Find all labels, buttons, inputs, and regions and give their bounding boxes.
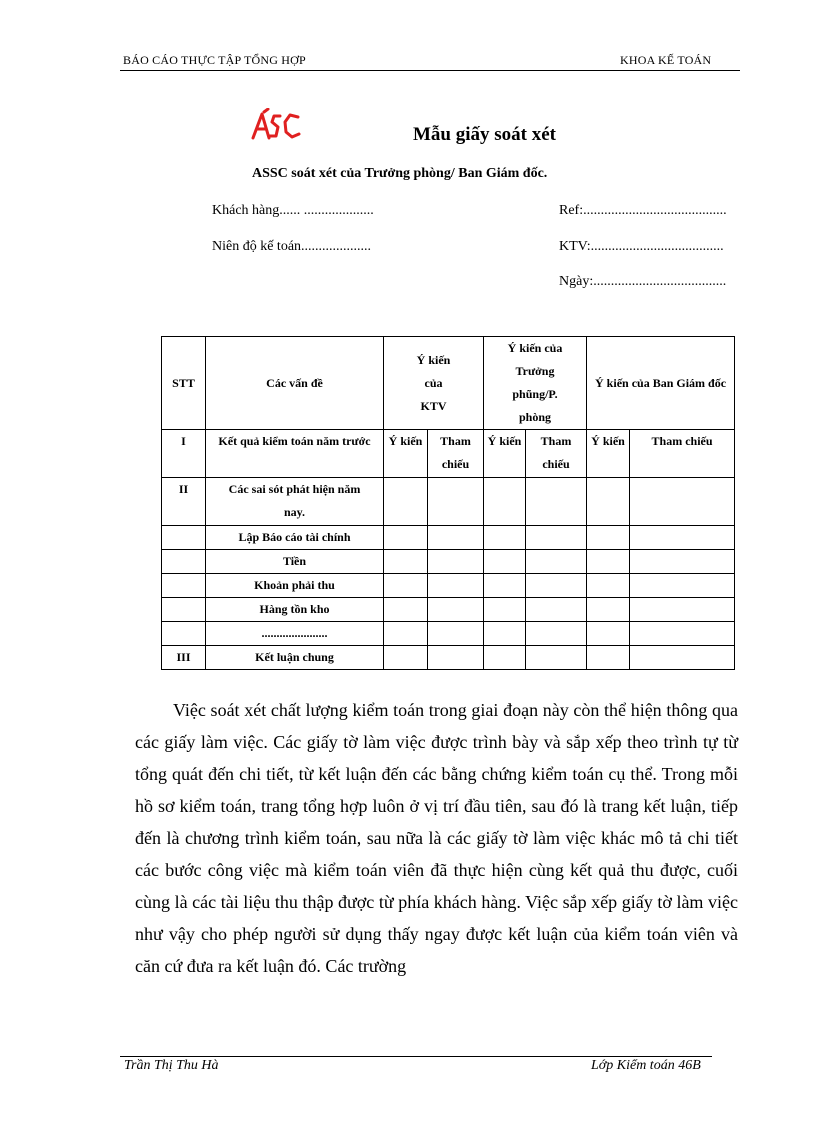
row-issue: Các sai sót phát hiện năm nay. [206, 478, 384, 526]
table-row [162, 646, 735, 670]
sub-opinion: Ý kiến [587, 430, 630, 478]
header-manager-opinion: Ý kiến của Trưởng phũng/P. phòng [484, 337, 587, 430]
header-divider [120, 70, 740, 71]
ref-field: Ref:......................................... [559, 203, 727, 218]
table-row [162, 526, 735, 550]
footer-author: Trần Thị Thu Hà [124, 1058, 219, 1073]
footer-divider [120, 1056, 712, 1057]
header-ktv-opinion: Ý kiến của KTV [384, 337, 484, 430]
header-stt: STT [162, 337, 206, 430]
row-stt: II [162, 478, 206, 526]
table-row [162, 478, 735, 526]
table-row [162, 622, 735, 646]
table-row [162, 574, 735, 598]
row-stt: I [162, 430, 206, 478]
row-issue: ...................... [206, 622, 384, 646]
body-paragraph: Việc soát xét chất lượng kiểm toán trong giai đoạn này còn thể hiện thông qua các giấy làm việc. Các giấy tờ làm việc được trình bày và sắp xếp theo trình tự từ tổng quát đến chi tiết, từ kết luận đến các bằng chứng kiểm toán cụ thể. Trong mỗi hồ sơ kiểm toán, trang tổng hợp luôn ở vị trí đầu tiên, sau đó là trang kết luận, tiếp đến là chương trình kiểm toán, sau nữa là các giấy tờ làm việc khác mô tả chi tiết các bước công việc mà kiểm toán viên đã thực hiện cùng kết quả thu được, cuối cùng là các tài liệu thu thập được từ phía khách hàng. Việc sắp xếp giấy tờ làm việc như vậy cho phép người sử dụng thấy ngay được kết luận của kiểm toán viên và căn cứ đưa ra kết luận đó. Các trường [135, 700, 738, 976]
table-header-row [162, 337, 735, 430]
row-issue: Kết quả kiểm toán năm trước [206, 430, 384, 478]
row-stt [162, 550, 206, 574]
table-row [162, 550, 735, 574]
row-issue: Hàng tồn kho [206, 598, 384, 622]
header-issues: Các vấn đề [206, 337, 384, 430]
header-left-title: BÁO CÁO THỰC TẬP TỔNG HỢP [123, 53, 306, 67]
row-stt: III [162, 646, 206, 670]
table-row [162, 598, 735, 622]
row-issue: Lập Báo cáo tài chính [206, 526, 384, 550]
review-table [161, 336, 735, 670]
row-stt [162, 598, 206, 622]
row-stt [162, 574, 206, 598]
auditor-field: KTV:...................................... [559, 239, 724, 254]
form-title: Mẫu giấy soát xét [413, 124, 557, 145]
sub-opinion: Ý kiến [484, 430, 526, 478]
header-right-title: KHOA KẾ TOÁN [620, 53, 712, 67]
row-stt [162, 526, 206, 550]
sub-reference: Tham chiếu [526, 430, 587, 478]
footer-class: Lớp Kiểm toán 46B [591, 1058, 701, 1073]
row-issue: Khoản phải thu [206, 574, 384, 598]
header-director-opinion: Ý kiến của Ban Giám đốc [587, 337, 735, 430]
table-row [162, 430, 735, 478]
fiscal-period-field: Niên độ kế toán.................... [212, 239, 372, 254]
row-issue: Kết luận chung [206, 646, 384, 670]
row-issue: Tiền [206, 550, 384, 574]
sub-reference: Tham chiếu [428, 430, 484, 478]
row-stt [162, 622, 206, 646]
date-field: Ngày:...................................... [559, 274, 727, 289]
form-subtitle: ASSC soát xét của Trưởng phòng/ Ban Giám đốc. [252, 166, 548, 181]
sub-opinion: Ý kiến [384, 430, 428, 478]
sub-reference: Tham chiếu [630, 430, 735, 478]
company-logo [250, 108, 302, 142]
client-field: Khách hàng...... .................... [212, 203, 374, 218]
